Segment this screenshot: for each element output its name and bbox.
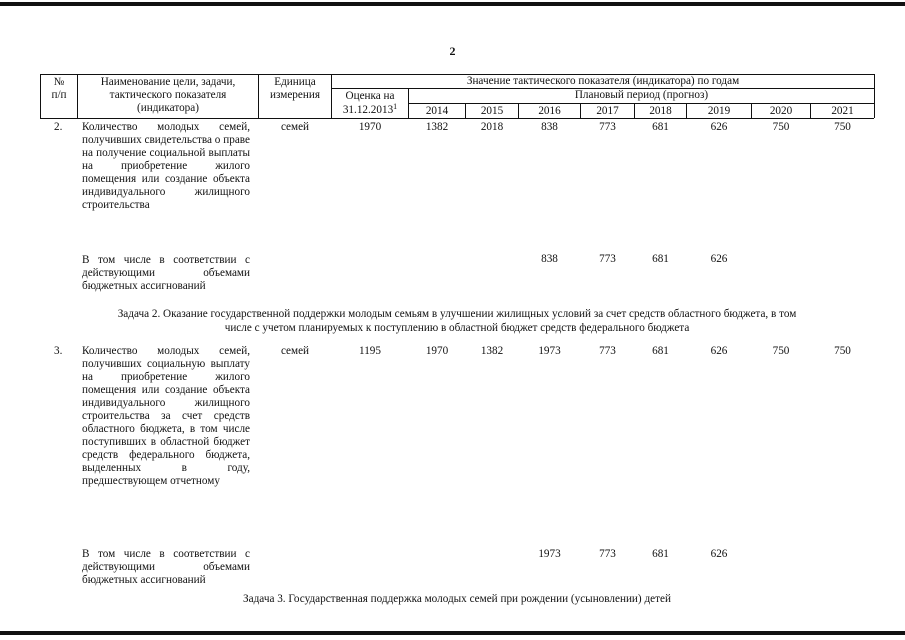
row-number: 2.	[54, 121, 63, 133]
value-2020: 750	[772, 121, 790, 133]
header-year: 2018	[649, 105, 672, 117]
value-2016: 1973	[538, 345, 561, 357]
header-name-column: Наименование цели, задачи, тактического показателя (индикатора)	[100, 76, 236, 114]
sub-indicator-name: В том числе в соответствии с действующими объемами бюджетных ассигнований	[82, 548, 250, 586]
task-2-heading-line-2: числе с учетом планируемых к поступлению в областной бюджет средств федерального бюджета	[224, 322, 690, 334]
sub-value-2016: 838	[541, 253, 558, 265]
header-estimate-date: 31.12.2013$^1$	[342, 102, 398, 116]
value-2021: 750	[834, 345, 851, 357]
header-plan-period: Плановый период (прогноз)	[574, 89, 709, 101]
sub-value-2016: 1973	[538, 548, 561, 560]
value-2020: 750	[772, 345, 790, 357]
task-3-heading: Задача 3. Государственная поддержка молодых семей при рождении (усыновлении) детей	[243, 593, 671, 605]
value-2015: 1382	[480, 345, 504, 357]
value-2019: 626	[710, 121, 728, 133]
unit-of-measure: семей	[280, 345, 310, 357]
header-year: 2015	[480, 105, 504, 117]
bottom-scan-border	[0, 631, 905, 635]
footnote-marker: 1	[393, 102, 398, 111]
value-2018: 681	[652, 345, 669, 357]
sub-indicator-name: В том числе в соответствии с действующими объемами бюджетных ассигнований	[82, 254, 250, 292]
header-year: 2017	[596, 105, 619, 117]
sub-value-2018: 681	[652, 548, 669, 560]
header-year: 2016	[538, 105, 561, 117]
indicator-name: Количество молодых семей, получивших свидетельства о праве на получение социальной выплаты на приобретение жилого помещения или создание объекта индивидуального жилищного строительства	[82, 121, 250, 211]
value-estimate: 1195	[359, 345, 381, 357]
page-number: 2	[449, 44, 456, 58]
indicator-name: Количество молодых семей, получивших социальную выплату на приобретение жилого помещения или создание объекта индивидуального жилищного строительства за счет средств областного бюджета, в том числе поступивших в областной бюджет средств федерального бюджета, выделенных в году, предшествующем отчетному	[82, 345, 250, 487]
value-2014: 1382	[425, 121, 449, 133]
header-year: 2020	[769, 105, 793, 117]
sub-value-2019: 626	[710, 253, 728, 265]
header-estimate-label: Оценка на	[345, 90, 395, 102]
header-year: 2019	[707, 105, 731, 117]
unit-of-measure: семей	[280, 121, 310, 133]
value-2014: 1970	[425, 345, 449, 357]
value-2015: 2018	[480, 121, 504, 133]
header-year: 2021	[831, 105, 854, 117]
value-2021: 750	[834, 121, 851, 133]
value-estimate: 1970	[358, 121, 382, 133]
sub-value-2018: 681	[652, 253, 669, 265]
header-unit-column: Единица измерения	[270, 76, 320, 101]
value-2018: 681	[652, 121, 669, 133]
value-2017: 773	[599, 345, 616, 357]
value-2017: 773	[599, 121, 616, 133]
top-scan-border	[0, 2, 905, 6]
value-2019: 626	[710, 345, 728, 357]
value-2016: 838	[541, 121, 558, 133]
header-values-title: Значение тактического показателя (индикатора) по годам	[466, 75, 740, 87]
sub-value-2017: 773	[599, 253, 616, 265]
header-year: 2014	[425, 105, 449, 117]
row-number: 3.	[54, 345, 63, 357]
sub-value-2017: 773	[599, 548, 616, 560]
sub-value-2019: 626	[710, 548, 728, 560]
task-2-heading-line-1: Задача 2. Оказание государственной поддержки молодым семьям в улучшении жилищных условий за счет средств областного бюджета, в том	[117, 308, 797, 320]
header-number-column: № п/п	[51, 76, 67, 101]
